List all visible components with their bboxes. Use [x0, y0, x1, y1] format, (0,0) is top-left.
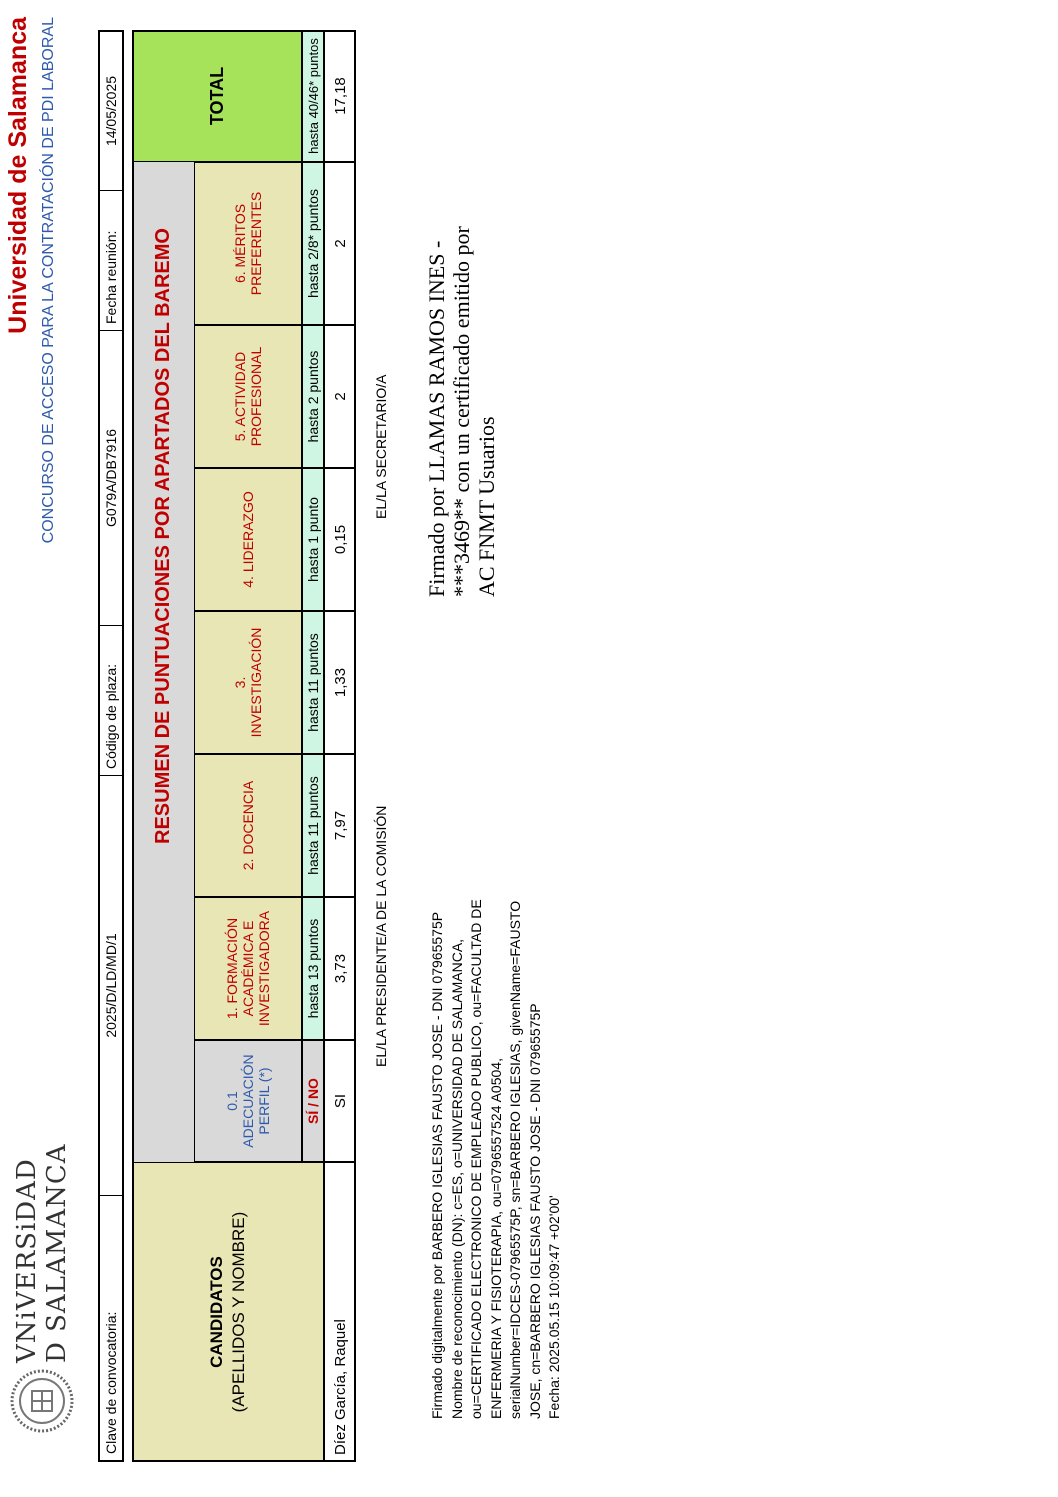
- convocatoria-label: Clave de convocatoria:: [100, 1195, 122, 1460]
- plaza-label: Código de plaza:: [100, 625, 122, 775]
- col-liderazgo-header: 4. LIDERAZGO: [194, 468, 302, 611]
- si-no-header: SÍ / NO: [302, 1040, 324, 1162]
- col-formacion-header: 1. FORMACIÓN ACADÉMICA E INVESTIGADORA: [194, 897, 302, 1040]
- contest-subtitle: CONCURSO DE ACCESO PARA LA CONTRATACIÓN DE PDI LABORAL: [40, 17, 57, 544]
- col-actividad-header: 5. ACTIVIDAD PROFESIONAL: [194, 325, 302, 468]
- seal-icon: [10, 1369, 74, 1433]
- col-investigacion-max: hasta 11 puntos: [302, 611, 324, 754]
- adecuacion-header: [194, 1040, 302, 1162]
- score-table: [132, 30, 356, 1462]
- col-docencia-header: 2. DOCENCIA: [194, 754, 302, 897]
- presidente-signature: Firmado digitalmente por BARBERO IGLESIAS FAUSTO JOSE - DNI 07965575P Nombre de reconocimiento (DN): c=ES, o=UNIVERSIDAD DE SALAMANCA, ou=CERTIFICADO ELECTRONICO DE EMPLEADO PUBLICO, ou=FACULTAD DE ENFERMERIA Y FISIOTERAPIA, ou=0796557524 A0504, serialNumber=IDCES-07965575P, sn=BARBERO IGLESIAS, givenName=FAUSTO JOSE, cn=BARBERO IGLESIAS FAUSTO JOSE - DNI 07965575P Fecha: 2025.05.15 10:09:47 +02'00': [429, 899, 562, 1419]
- candidate-adecuacion: SI: [324, 1040, 356, 1162]
- score-docencia: 7,97: [324, 754, 356, 897]
- score-total: 17,18: [324, 30, 356, 162]
- university-title: Universidad de Salamanca: [4, 17, 32, 334]
- col-investigacion-header: 3. INVESTIGACIÓN: [194, 611, 302, 754]
- secretario-signature: Firmado por LLAMAS RAMOS INES - ***3469** con un certificado emitido por AC FNMT Usuarios: [424, 226, 499, 597]
- score-meritos: 2: [324, 162, 356, 325]
- col-liderazgo-max: hasta 1 punto: [302, 468, 324, 611]
- score-formacion: 3,73: [324, 897, 356, 1040]
- presidente-label: EL/LA PRESIDENTE/A DE LA COMISIÓN: [373, 805, 389, 1067]
- col-docencia-max: hasta 11 puntos: [302, 754, 324, 897]
- plaza-value: G079A/DB7916: [100, 330, 122, 625]
- candidate-name: Díez García, Raquel: [324, 1162, 356, 1462]
- fecha-label: Fecha reunión:: [100, 190, 122, 330]
- col-meritos-max: hasta 2/8* puntos: [302, 162, 324, 325]
- logo-wordmark: VNiVERSiDAD D SALAMANCA: [12, 1143, 72, 1363]
- col-formacion-max: hasta 13 puntos: [302, 897, 324, 1040]
- score-actividad: 2: [324, 325, 356, 468]
- candidatos-subtitle: (APELLIDOS Y NOMBRE): [229, 1211, 248, 1413]
- university-logo: [10, 1143, 80, 1433]
- adecuacion-label: 0.1 ADECUACIÓN PERFIL (*): [224, 1054, 272, 1148]
- candidatos-header: [132, 1162, 324, 1462]
- total-max: hasta 40/46* puntos: [302, 30, 324, 162]
- secretario-label: EL/LA SECRETARIO/A: [373, 374, 389, 519]
- convocatoria-value: 2025/D/LD/MD/1: [100, 775, 122, 1195]
- score-investigacion: 1,33: [324, 611, 356, 754]
- score-liderazgo: 0,15: [324, 468, 356, 611]
- total-header: TOTAL: [132, 30, 302, 162]
- candidatos-title: CANDIDATOS: [207, 1256, 226, 1368]
- table-title: RESUMEN DE PUNTUACIONES POR APARTADOS DEL BAREMO: [152, 228, 174, 844]
- col-actividad-max: hasta 2 puntos: [302, 325, 324, 468]
- fecha-value: 14/05/2025: [103, 75, 119, 147]
- col-meritos-header: 6. MÉRITOS PREFERENTES: [194, 162, 302, 325]
- info-bar: [98, 30, 124, 1462]
